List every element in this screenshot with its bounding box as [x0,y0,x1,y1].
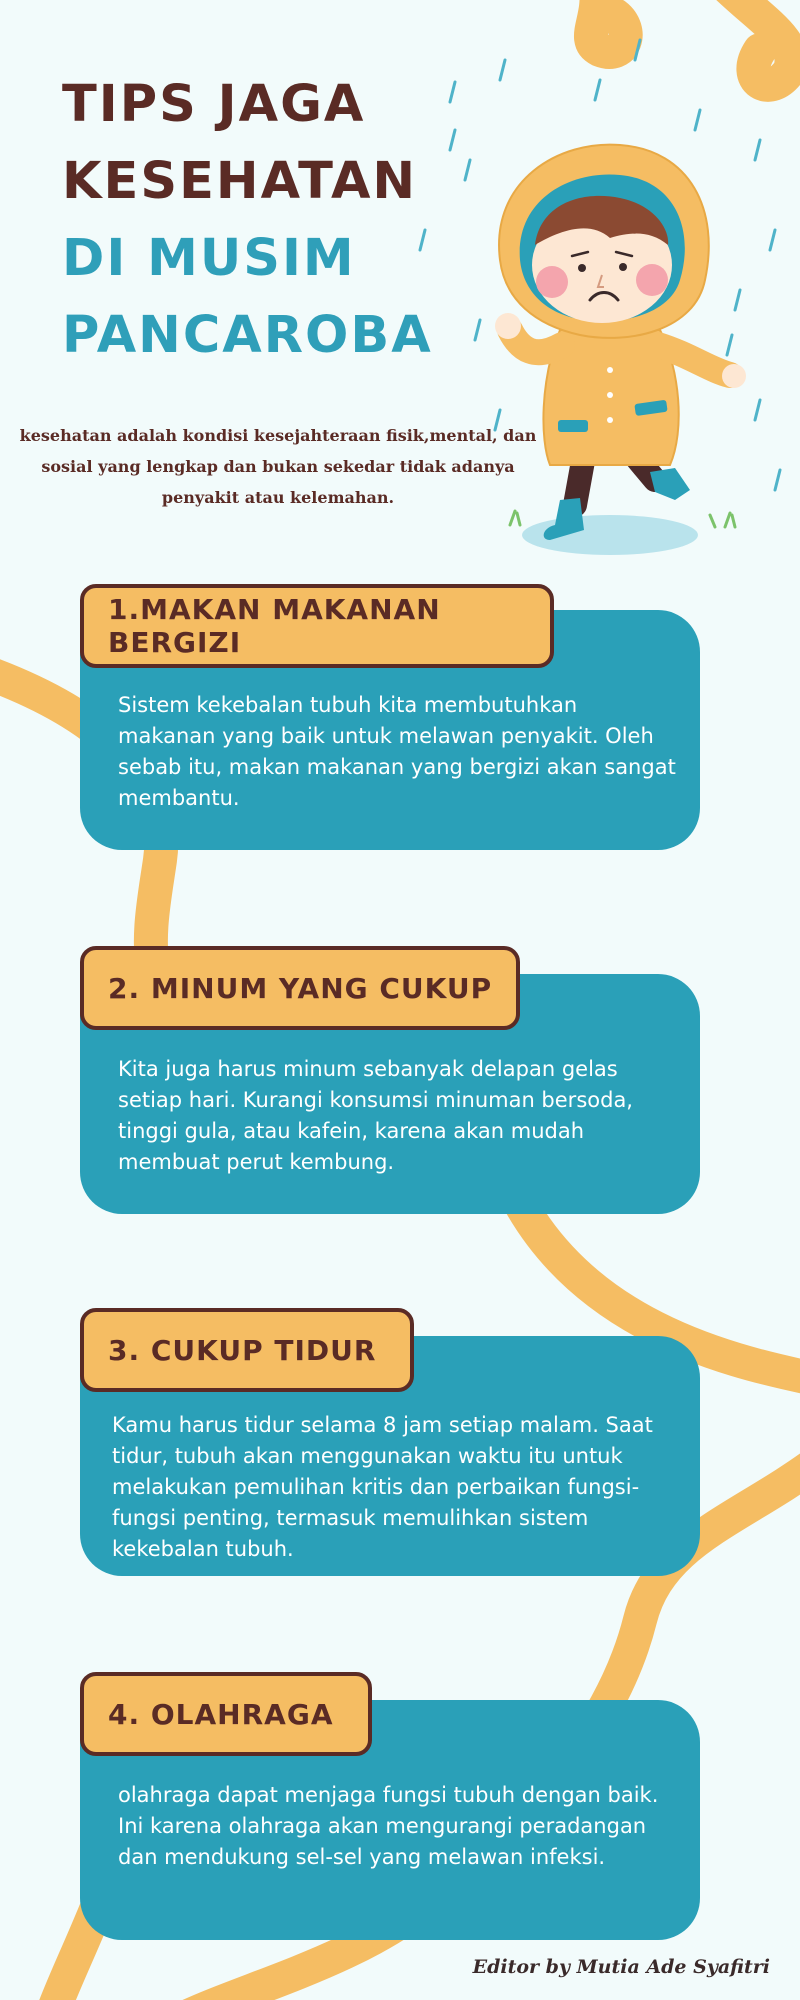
tip-1-body: Sistem kekebalan tubuh kita membutuhkan makanan yang baik untuk melawan penyakit. Oleh sebab itu, makan makanan yang bergizi akan sangat membantu. [118,693,676,810]
tip-2-heading: 2. MINUM YANG CUKUP [80,946,520,1030]
intro-text: kesehatan adalah kondisi kesejahteraan fisik,mental, dan sosial yang lengkap dan bukan sekedar tidak adanya penyakit atau kelemahan. [19,426,537,507]
tip-2-body: Kita juga harus minum sebanyak delapan gelas setiap hari. Kurangi konsumsi minuman bersoda, tinggi gula, atau kafein, karena akan mudah membuat perut kembung. [118,1057,633,1174]
tip-3-body: Kamu harus tidur selama 8 jam setiap malam. Saat tidur, tubuh akan menggunakan waktu itu untuk melakukan pemulihan kritis dan perbaikan fungsi-fungsi penting, termasuk memulihkan sistem kekebalan tubuh. [112,1413,653,1561]
title-line-3: DI MUSIM [62,229,356,288]
credit-text: Editor by Mutia Ade Syafitri [472,1956,770,1978]
title-line-4: PANCAROBA [62,306,433,365]
tip-3-heading: 3. CUKUP TIDUR [80,1308,414,1392]
tip-4-heading: 4. OLAHRAGA [80,1672,372,1756]
tip-4-body: olahraga dapat menjaga fungsi tubuh dengan baik. Ini karena olahraga akan mengurangi peradangan dan mendukung sel-sel yang melawan infeksi. [118,1783,659,1869]
title-line-2: KESEHATAN [62,152,418,211]
tip-1-heading: 1.MAKAN MAKANAN BERGIZI [80,584,554,668]
title-line-1: TIPS JAGA [62,75,366,134]
page-title [62,66,433,374]
